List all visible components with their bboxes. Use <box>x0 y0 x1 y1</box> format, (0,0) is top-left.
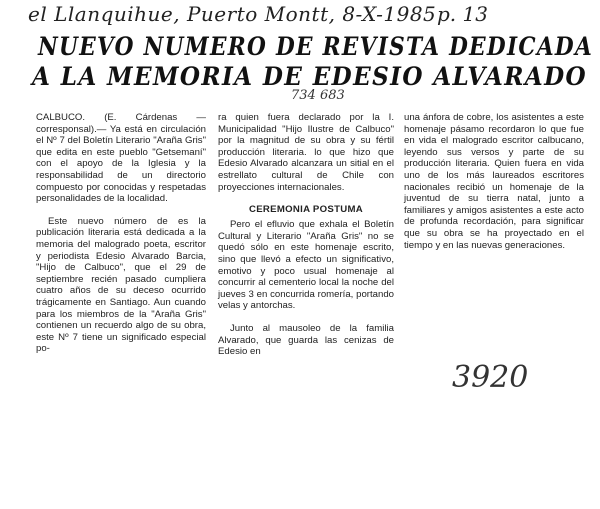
column-1-paragraph-2: Este nuevo número de es la publicación literaria está dedicada a la memoria del malogrado poeta, escritor y periodista Edesio Alvarado Barcia, "Hijo de Calbuco", que el 29 de septiembre recién pasado cumpliera cuatro años de su deceso ocurrido trágicamente en Santiago. Aun cuando para los miembros de la "Araña Gris" contienen un recuerdo algo de su obra, este Nº 7 tiene un significado especial po- <box>36 215 206 355</box>
column-2-paragraph-1: ra quien fuera declarado por la I. Municipalidad "Hijo Ilustre de Calbuco" por la magnitud de su obra y su fértil producción literaria. lo que hizo que Edesio Alvarado alcanzara un sitial en el estrellato cultural de Chile con proyecciones internacionales. <box>218 112 394 193</box>
headline-line-1: NUEVO NUMERO DE REVISTA DEDICADA <box>38 32 594 61</box>
column-2-paragraph-2: Pero el efluvio que exhala el Boletín Cultural y Literario "Araña Gris" no se quedó sólo en este homenaje escrito, sino que llevó a efecto un significativo, emotivo y poco usual homenaje al concurrir al cementerio local la noche del jueves 3 en concurrida romería, portando velas y antorchas. <box>218 219 394 312</box>
handwritten-archive-number: 3920 <box>452 360 529 395</box>
handwritten-reference-number: 734 683 <box>291 88 345 103</box>
column-3-paragraph-1: una ánfora de cobre, los asistentes a este homenaje pásamo recordaron lo que fue en vida el malogrado escritor calbucano, leyendo sus versos y parte de su producción literaria. Quien fuera en vida uno de los más laureados escritores nacionales recibió un homenaje de la juventud de su tierra natal, junto a familiares y amigos asistentes a este acto de profunda recordación, para significar que su obra se ha proyectado en el tiempo y en las nuevas generaciones. <box>404 112 584 251</box>
column-1-paragraph-1: CALBUCO. (E. Cárdenas — corresponsal).— Ya está en circulación el Nº 7 del Boletín Literario "Araña Gris" que edita en este pueblo "Getsemaní" con el apoyo de la Iglesia y la responsabilidad de un directorio compuesto por conocidas y respetadas personalidades de la localidad. <box>36 112 206 205</box>
article-column-2 <box>218 112 394 369</box>
handwritten-source-note: el Llanquihue, Puerto Montt, 8-X-1985 <box>28 2 437 26</box>
handwritten-page-note: p. 13 <box>437 2 488 26</box>
article-column-3 <box>404 112 584 262</box>
subheading: CEREMONIA POSTUMA <box>248 204 363 216</box>
headline-line-2: A LA MEMORIA DE EDESIO ALVARADO <box>32 62 587 91</box>
column-2-paragraph-3: Junto al mausoleo de la familia Alvarado, que guarda las cenizas de Edesio en <box>218 322 394 358</box>
article-column-1 <box>36 112 206 366</box>
